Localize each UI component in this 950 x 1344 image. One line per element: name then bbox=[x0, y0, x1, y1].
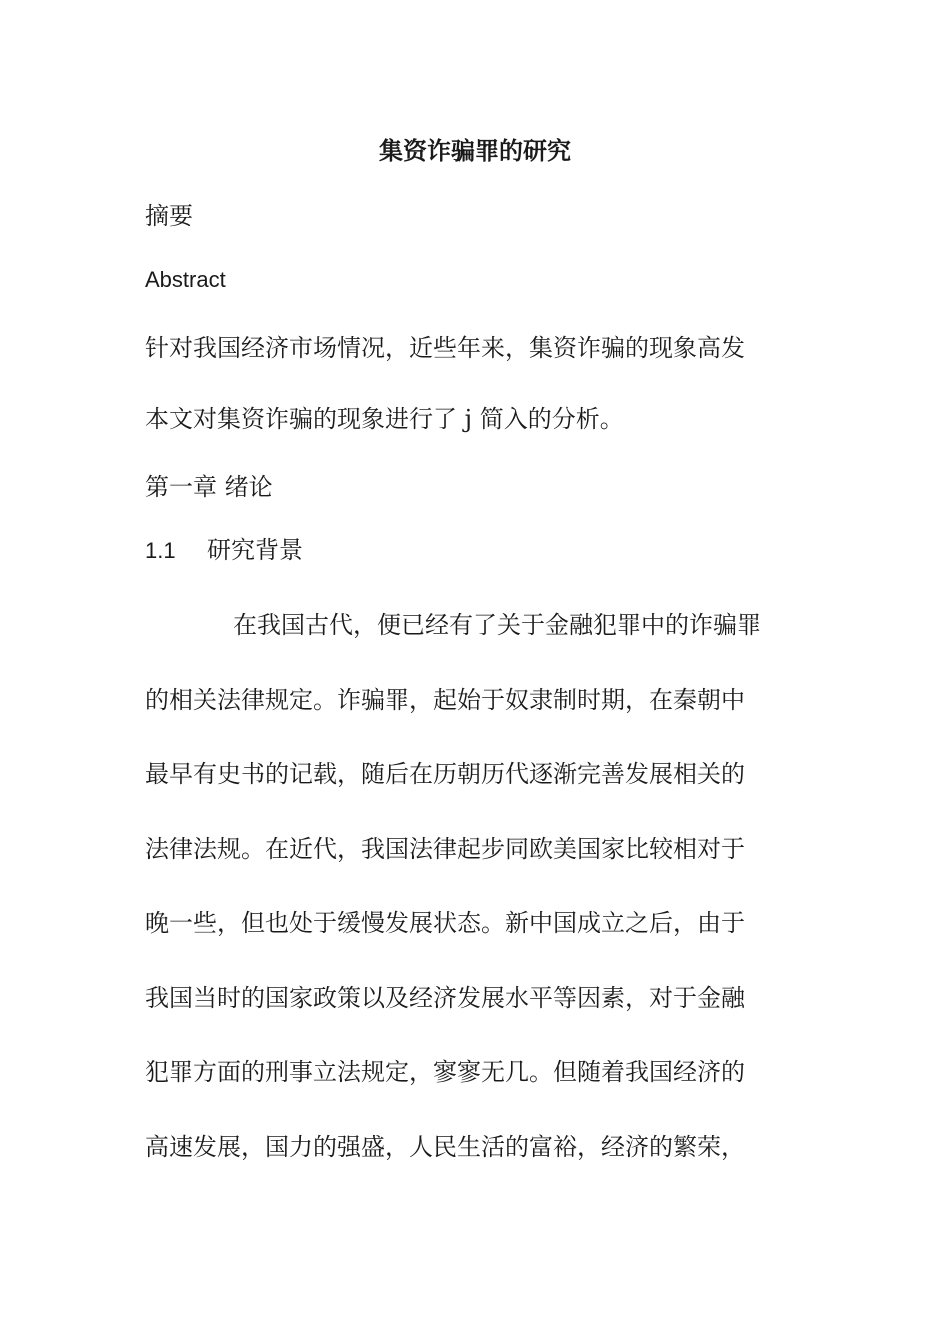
section-heading bbox=[145, 535, 303, 566]
body-line: 高速发展，国力的强盛，人民生活的富裕，经济的繁荣， bbox=[145, 1133, 745, 1161]
document-title: 集资诈骗罪的研究 bbox=[379, 136, 571, 165]
abstract-line: 本文对集资诈骗的现象进行了 j 简入的分析。 bbox=[145, 405, 624, 433]
body-line: 我国当时的国家政策以及经济发展水平等因素，对于金融 bbox=[145, 984, 745, 1012]
section-number: 1.1 bbox=[145, 538, 176, 563]
abstract-heading-en: Abstract bbox=[145, 267, 226, 292]
body-line: 晚一些，但也处于缓慢发展状态。新中国成立之后，由于 bbox=[145, 909, 745, 937]
body-line: 最早有史书的记载，随后在历朝历代逐渐完善发展相关的 bbox=[145, 760, 745, 788]
body-line: 在我国古代，便已经有了关于金融犯罪中的诈骗罪 bbox=[233, 611, 761, 639]
abstract-line: 针对我国经济市场情况，近些年来，集资诈骗的现象高发 bbox=[145, 334, 745, 362]
body-line: 的相关法律规定。诈骗罪，起始于奴隶制时期，在秦朝中 bbox=[145, 686, 745, 714]
section-title: 研究背景 bbox=[207, 536, 303, 564]
chapter-heading: 第一章 绪论 bbox=[145, 473, 273, 501]
body-line: 法律法规。在近代，我国法律起步同欧美国家比较相对于 bbox=[145, 835, 745, 863]
abstract-heading-cn: 摘要 bbox=[145, 202, 193, 230]
body-line: 犯罪方面的刑事立法规定，寥寥无几。但随着我国经济的 bbox=[145, 1058, 745, 1086]
